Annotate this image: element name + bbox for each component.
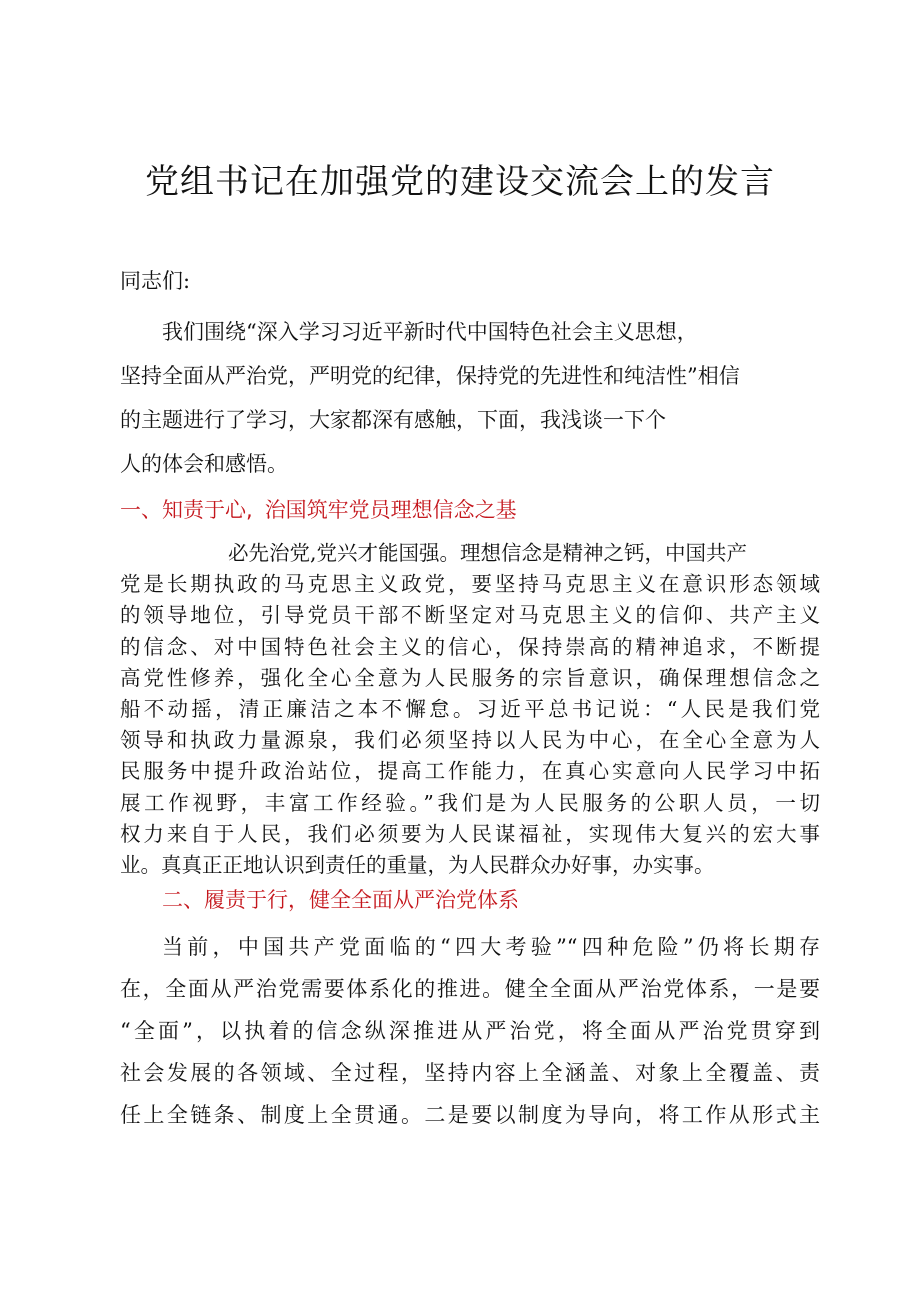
paragraph-line: 的信念、对中国特色社会主义的信心，保持崇高的精神追求，不断提 — [120, 634, 820, 659]
intro-paragraph — [120, 310, 820, 486]
paragraph-line: 我们围绕“深入学习习近平新时代中国特色社会主义思想， — [162, 320, 698, 344]
paragraph-line: 人的体会和感悟。 — [120, 452, 288, 476]
section-2-paragraph — [120, 926, 820, 1136]
paragraph-line: 权力来自于人民，我们必须要为人民谋福祉，实现伟大复兴的宏大事 — [120, 821, 820, 846]
paragraph-line: 在，全面从严治党需要体系化的推进。健全全面从严治党体系，一是要 — [120, 977, 820, 1001]
paragraph-line: 的主题进行了学习，大家都深有感触，下面，我浅谈一下个 — [120, 408, 666, 432]
document-title: 党组书记在加强党的建设交流会上的发言 — [145, 162, 775, 202]
paragraph-line: 业。真真正正地认识到责任的重量，为人民群众办好事，办实事。 — [120, 852, 715, 877]
paragraph-line: 的领导地位，引导党员干部不断坚定对马克思主义的信仰、共产主义 — [120, 603, 820, 628]
section-heading-1-part2: 治国 — [264, 498, 307, 522]
section-heading-1 — [120, 494, 517, 526]
paragraph-line: 当前，中国共产党面临的“四大考验”“四种危险”仍将长期存 — [162, 935, 820, 959]
paragraph-line: 党是长期执政的马克思主义政党，要坚持马克思主义在意识形态领域 — [120, 572, 820, 597]
section-heading-1-part1: 一、知责于心, — [120, 498, 253, 522]
section-1-paragraph — [120, 538, 820, 881]
section-heading-2: 二、履责于行，健全全面从严治党体系 — [162, 888, 519, 912]
section-heading-1-part3: 筑牢党员理想信念之基 — [306, 498, 517, 522]
paragraph-line: 坚持全面从严治党，严明党的纪律，保持党的先进性和纯洁性”相信 — [120, 364, 740, 388]
paragraph-line: 民服务中提升政治站位，提高工作能力，在真心实意向人民学习中拓 — [120, 759, 820, 784]
salutation: 同志们: — [120, 269, 191, 293]
paragraph-line: 高党性修养，强化全心全意为人民服务的宗旨意识，确保理想信念之 — [120, 665, 820, 690]
paragraph-line: 领导和执政力量源泉，我们必须坚持以人民为中心，在全心全意为人 — [120, 728, 820, 753]
paragraph-line: 社会发展的各领域、全过程，坚持内容上全涵盖、对象上全覆盖、责 — [120, 1061, 820, 1085]
paragraph-line: 必先治党,党兴才能国强。理想信念是精神之钙，中国共产 — [228, 541, 748, 565]
paragraph-line: 展工作视野，丰富工作经验。”我们是为人民服务的公职人员，一切 — [120, 790, 820, 815]
paragraph-line: 船不动摇，清正廉洁之本不懈怠。习近平总书记说：“人民是我们党 — [120, 696, 820, 721]
paragraph-line: “全面”，以执着的信念纵深推进从严治党，将全面从严治党贯穿到 — [120, 1019, 820, 1043]
paragraph-line: 任上全链条、制度上全贯通。二是要以制度为导向，将工作从形式主 — [120, 1103, 820, 1127]
